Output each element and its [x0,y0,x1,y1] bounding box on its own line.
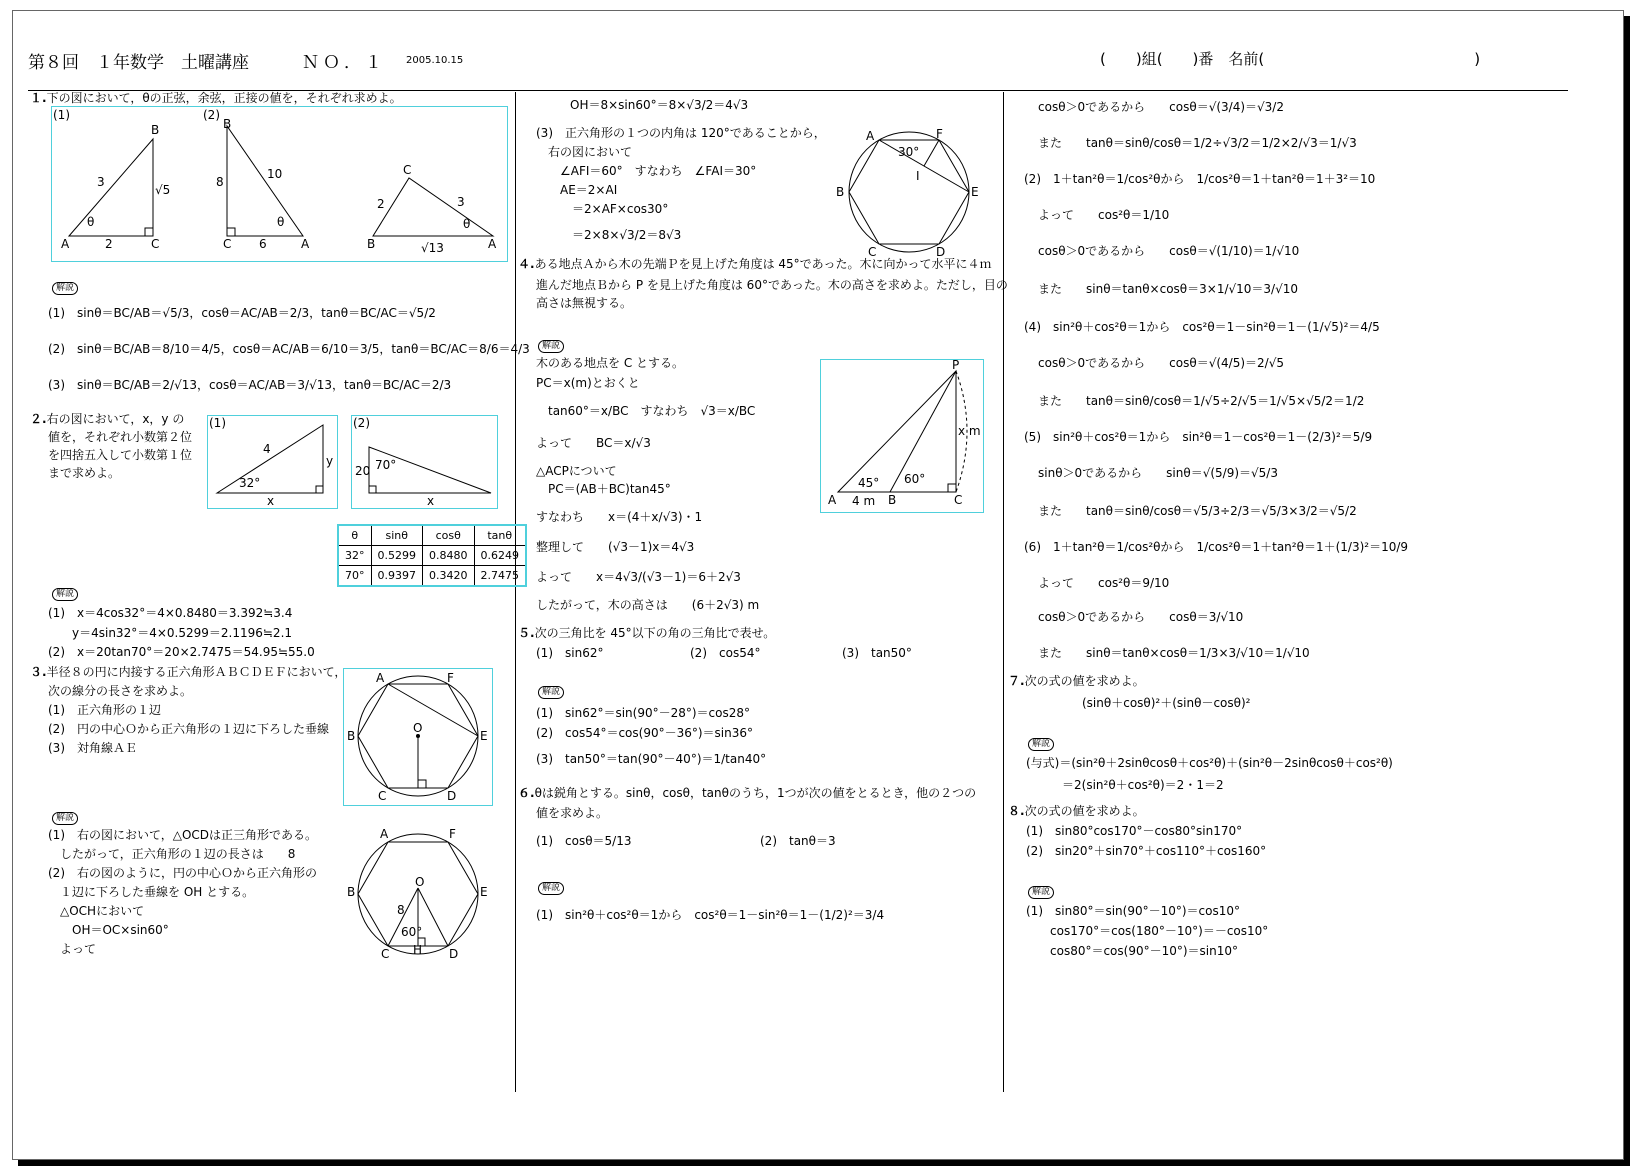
figure-label: B [888,493,897,507]
q7-expression: (sinθ＋cosθ)²＋(sinθ－cosθ)² [1082,696,1251,710]
figure-label: A [380,827,389,841]
q6-text-2: 値を求めよ。 [536,806,609,820]
q3-answer-5: △OCHにおいて [48,904,145,918]
q6-r-8: cosθ＞0であるから cosθ＝√(4/5)＝2/√5 [1038,356,1284,370]
q6-r-11: sinθ＞0であるから sinθ＝√(5/9)＝√5/3 [1038,466,1278,480]
q2-text-2: 値を，それぞれ小数第２位 [48,430,193,444]
q3-text-1: 半径８の円に内接する正六角形ＡＢＣＤＥＦにおいて， [46,665,347,679]
vertex: B [367,237,376,251]
side: 3 [97,175,105,189]
angle: 32° [239,476,261,490]
q3-answer2-4: ∠AFI＝60° すなわち ∠FAI＝30° [536,164,757,178]
vertex: B [223,117,232,131]
side: 2 [377,197,385,211]
page-title: 第８回 １年数学 土曜講座 [28,53,249,73]
figure-label: cosθ [423,525,475,546]
q2-text-4: まで求めよ。 [48,466,121,480]
solution-badge: 解説 [538,882,564,895]
figure-label: O [415,875,425,889]
figure-label: 60° [401,925,423,939]
q3-answer-7: よって [48,942,97,956]
q4-answer-10: したがって，木の高さは (6＋2√3) m [536,598,760,612]
q4-answer-7: すなわち x＝(4＋x/√3)・1 [536,510,703,524]
q5-answer-2: (2) cos54°＝cos(90°－36°)＝sin36° [536,726,754,740]
figure-label: sinθ [371,525,423,546]
vertex: C [223,237,232,251]
q8-answer-1: (1) sin80°＝sin(90°－10°)＝cos10° [1026,904,1241,918]
figure-label: D [447,789,457,803]
q3-answer2-1: OH＝8×sin60°＝8×√3/2＝4√3 [570,98,749,112]
q3-answer2-7: ＝2×8×√3/2＝8√3 [536,228,682,242]
q2-answer-2: y＝4sin32°＝4×0.5299＝2.1196≒2.1 [48,626,293,640]
q6-r-3: (2) 1＋tan²θ＝1/cos²θから 1/cos²θ＝1＋tan²θ＝1＋3²＝10 [1024,172,1376,186]
q4-text-2: 進んだ地点Ｂから P を見上げた角度は 60°であった。木の高さを求めよ。ただし，目の [536,278,1008,292]
figure-label: F [447,671,454,685]
q7-text: 次の式の値を求めよ。 [1024,674,1145,688]
q3-answer2-3: 右の図において [536,145,633,159]
vertex: A [488,237,497,251]
angle: θ [463,217,471,231]
q3-answer2-2: (3) 正六角形の１つの内角は 120°であることから， [536,126,826,140]
figure-label: F [936,127,943,141]
q2-text-3: を四捨五入して小数第１位 [48,448,193,462]
vertex: A [61,237,70,251]
figure-label: 2.7475 [474,566,526,587]
solution-badge: 解説 [52,812,78,825]
q3-answer-4: １辺に下ろした垂線を OH とする。 [48,885,255,899]
q6-r-14: よって cos²θ＝9/10 [1038,576,1170,590]
q5-text: 次の三角比を 45°以下の角の三角比で表せ。 [534,626,776,640]
q4-answer-3: tan60°＝x/BC すなわち √3＝x/BC [536,404,756,418]
q4-answer-5: △ACPについて [536,464,617,478]
fig-label: (1) [209,416,226,430]
q4-answer-9: よって x＝4√3/(√3－1)＝6＋2√3 [536,570,741,584]
q6-r-12: また tanθ＝sinθ/cosθ＝√5/3÷2/3＝√5/3×3/2＝√5/2 [1038,504,1357,518]
figure-label: 8 [397,903,405,917]
q6-text-1: θは鋭角とする。sinθ，cosθ，tanθのうち，1つが次の値をとるとき，他の２つの [534,786,977,800]
figure-label: H [413,943,423,957]
q5-item-1: (1) sin62° [536,646,604,660]
q1-answer-3: (3) sinθ＝BC/AB＝2/√13，cosθ＝AC/AB＝3/√13，tanθ＝BC/AC＝2/3 [48,378,452,392]
figure-label: A [866,129,875,143]
figure-label: B [347,729,356,743]
figure-label: F [449,827,456,841]
angle: θ [277,215,285,229]
q6-r-9: また tanθ＝sinθ/cosθ＝1/√5÷2/√5＝1/√5×√5/2＝1/2 [1038,394,1365,408]
q5-answer-3: (3) tan50°＝tan(90°－40°)＝1/tan40° [536,752,767,766]
q4-answer-4: よって BC＝x/√3 [536,436,651,450]
solution-badge: 解説 [52,588,78,601]
fig-label: (1) [53,108,70,122]
figure-label: I [916,169,920,183]
fig-label: (2) [353,416,370,430]
q5-answer-1: (1) sin62°＝sin(90°－28°)＝cos28° [536,706,751,720]
q2-figure-2 [351,415,498,509]
column-divider-2 [1003,92,1004,1092]
q1-figures [51,106,508,262]
q4-answer-2: PC＝x(m)とおくと [536,376,640,390]
q5-item-3: (3) tan50° [842,646,912,660]
q6-r-7: (4) sin²θ＋cos²θ＝1から cos²θ＝1－sin²θ＝1－(1/√5)²＝4/5 [1024,320,1380,334]
side: 10 [267,167,283,181]
side: 6 [259,237,267,251]
q1-answer-2: (2) sinθ＝BC/AB＝8/10＝4/5，cosθ＝AC/AB＝6/10＝3/5，tanθ＝BC/AC＝8/6＝4/3 [48,342,530,356]
figure-label: 0.8480 [423,546,475,566]
figure-label: 70° [338,566,371,587]
solution-badge: 解説 [1028,886,1054,899]
side: 3 [457,195,465,209]
q7-answer-1: (与式)＝(sin²θ＋2sinθcosθ＋cos²θ)＋(sin²θ－2sinθcosθ＋cos²θ) [1026,756,1393,770]
figure-label: E [480,729,488,743]
side: 2 [105,237,113,251]
q3-diagonal-figure [834,128,984,258]
q6-r-13: (6) 1＋tan²θ＝1/cos²θから 1/cos²θ＝1＋tan²θ＝1＋(1/3)²＝10/9 [1024,540,1409,554]
q6-r-15: cosθ＞0であるから cosθ＝3/√10 [1038,610,1244,624]
column-divider-1 [515,92,516,1092]
trig-table [337,524,527,587]
figure-label: tanθ [474,525,526,546]
q6-item-1: (1) cosθ＝5/13 [536,834,632,848]
q6-r-16: また sinθ＝tanθ×cosθ＝1/3×3/√10＝1/√10 [1038,646,1310,660]
side: 4 [263,442,271,456]
q3-answer2-6: ＝2×AF×cos30° [536,202,669,216]
q8-text: 次の式の値を求めよ。 [1024,804,1145,818]
q3-text-5: (3) 対角線ＡＥ [48,741,137,755]
q3-answer-6: OH＝OC×sin60° [48,923,169,937]
vertex: B [151,123,160,137]
side: √13 [421,241,444,255]
q3-answer-2: したがって，正六角形の１辺の長さは 8 [48,847,296,861]
q8-number: ８. [1008,804,1025,818]
name-field[interactable]: ( )組( )番 名前( ) [1100,50,1481,68]
figure-label: E [971,185,979,199]
q3-answer2-5: AE＝2×AI [536,183,618,197]
q6-item-2: (2) tanθ＝3 [760,834,836,848]
sheet-number: ＮＯ．１ [302,53,386,73]
q8-item-2: (2) sin20°＋sin70°＋cos110°＋cos160° [1026,844,1267,858]
q1-text: 下の図において，θの正弦，余弦，正接の値を，それぞれ求めよ。 [46,91,402,105]
figure-label: D [449,947,459,961]
solution-badge: 解説 [538,340,564,353]
figure-label: D [936,245,946,259]
q2-text-1: 右の図において，x，y の [46,412,185,426]
figure-label: 0.5299 [371,546,423,566]
vertex: A [301,237,310,251]
angle: θ [87,215,95,229]
figure-label: B [836,185,845,199]
side: x [427,494,435,508]
q4-text-1: ある地点Ａから木の先端Ｐを見上げた角度は 45°であった。木に向かって水平に４ｍ [534,257,992,271]
q1-answer-1: (1) sinθ＝BC/AB＝√5/3，cosθ＝AC/AB＝2/3，tanθ＝BC/AC＝√5/2 [48,306,436,320]
q6-r-6: また sinθ＝tanθ×cosθ＝3×1/√10＝3/√10 [1038,282,1299,296]
figure-label: E [480,885,488,899]
page-shadow-bottom [18,1160,1630,1166]
figure-label: 0.6249 [474,546,526,566]
vertex: C [151,237,160,251]
side: 20 [355,464,371,478]
q3-text-3: (1) 正六角形の１辺 [48,703,161,717]
q3-hexagon-figure [343,668,493,806]
q6-r-2: また tanθ＝sinθ/cosθ＝1/2÷√3/2＝1/2×2/√3＝1/√3 [1038,136,1357,150]
q4-answer-1: 木のある地点を C とする。 [536,356,685,370]
vertex: C [403,163,412,177]
sheet-date: 2005.10.15 [406,55,464,66]
q8-answer-2: cos170°＝cos(180°－10°)＝－cos10° [1026,924,1269,938]
figure-label: O [413,721,423,735]
q3-number: ３. [30,665,47,679]
side: x [267,494,275,508]
figure-label: C [381,947,390,961]
q3-text-4: (2) 円の中心Ｏから正六角形の１辺に下ろした垂線 [48,722,330,736]
figure-label: P [952,358,960,372]
side: y [326,454,334,468]
q1-number: １. [30,91,47,105]
q7-number: ７. [1008,674,1025,688]
angle: 70° [375,458,397,472]
q2-answer-3: (2) x＝20tan70°＝20×2.7475＝54.95≒55.0 [48,645,315,659]
q3-text-2: 次の線分の長さを求めよ。 [48,684,193,698]
page-shadow-right [1624,16,1630,1166]
q3-answer-1: (1) 右の図において，△OCDは正三角形である。 [48,828,318,842]
solution-badge: 解説 [52,282,78,295]
figure-label: B [347,885,356,899]
q7-answer-2: ＝2(sin²θ＋cos²θ)＝2・1＝2 [1026,778,1224,792]
q5-number: ５. [518,626,535,640]
figure-label: A [376,671,385,685]
q4-answer-8: 整理して (√3－1)x＝4√3 [536,540,695,554]
figure-label: C [378,789,387,803]
q4-answer-6: PC＝(AB＋BC)tan45° [536,482,671,496]
figure-label: 32° [338,546,371,566]
q3-answer-3: (2) 右の図のように，円の中心Ｏから正六角形の [48,866,317,880]
q6-r-1: cosθ＞0であるから cosθ＝√(3/4)＝√3/2 [1038,100,1284,114]
figure-label: A [828,493,837,507]
q4-number: ４. [518,257,535,271]
figure-label: θ [338,525,371,546]
figure-label: 45° [858,476,880,490]
fig-label: (2) [203,108,220,122]
q6-r-10: (5) sin²θ＋cos²θ＝1から sin²θ＝1－cos²θ＝1－(2/3)²＝5/9 [1024,430,1373,444]
q8-answer-3: cos80°＝cos(90°－10°)＝sin10° [1026,944,1239,958]
q5-item-2: (2) cos54° [690,646,761,660]
figure-label: 0.3420 [423,566,475,587]
q6-r-5: cosθ＞0であるから cosθ＝√(1/10)＝1/√10 [1038,244,1300,258]
q2-answer-1: (1) x＝4cos32°＝4×0.8480＝3.392≒3.4 [48,606,293,620]
q4-text-3: 高さは無視する。 [536,296,633,310]
solution-badge: 解説 [1028,738,1054,751]
q4-tree-figure [820,359,984,513]
q2-number: ２. [30,412,47,426]
figure-label: 60° [904,472,926,486]
figure-label: C [954,493,963,507]
q6-answer-1: (1) sin²θ＋cos²θ＝1から cos²θ＝1－sin²θ＝1－(1/2)²＝3/4 [536,908,885,922]
q8-item-1: (1) sin80°cos170°－cos80°sin170° [1026,824,1243,838]
figure-label: 30° [898,145,920,159]
q6-number: ６. [518,786,535,800]
q3-solution-figure [343,826,493,962]
q6-r-4: よって cos²θ＝1/10 [1038,208,1170,222]
figure-label: 4 m [852,494,876,508]
q2-figure-1 [207,415,338,509]
figure-label: 0.9397 [371,566,423,587]
figure-label: x m [958,424,981,438]
figure-label: C [868,245,877,259]
solution-badge: 解説 [538,686,564,699]
side: 8 [216,175,224,189]
side: √5 [155,183,171,197]
